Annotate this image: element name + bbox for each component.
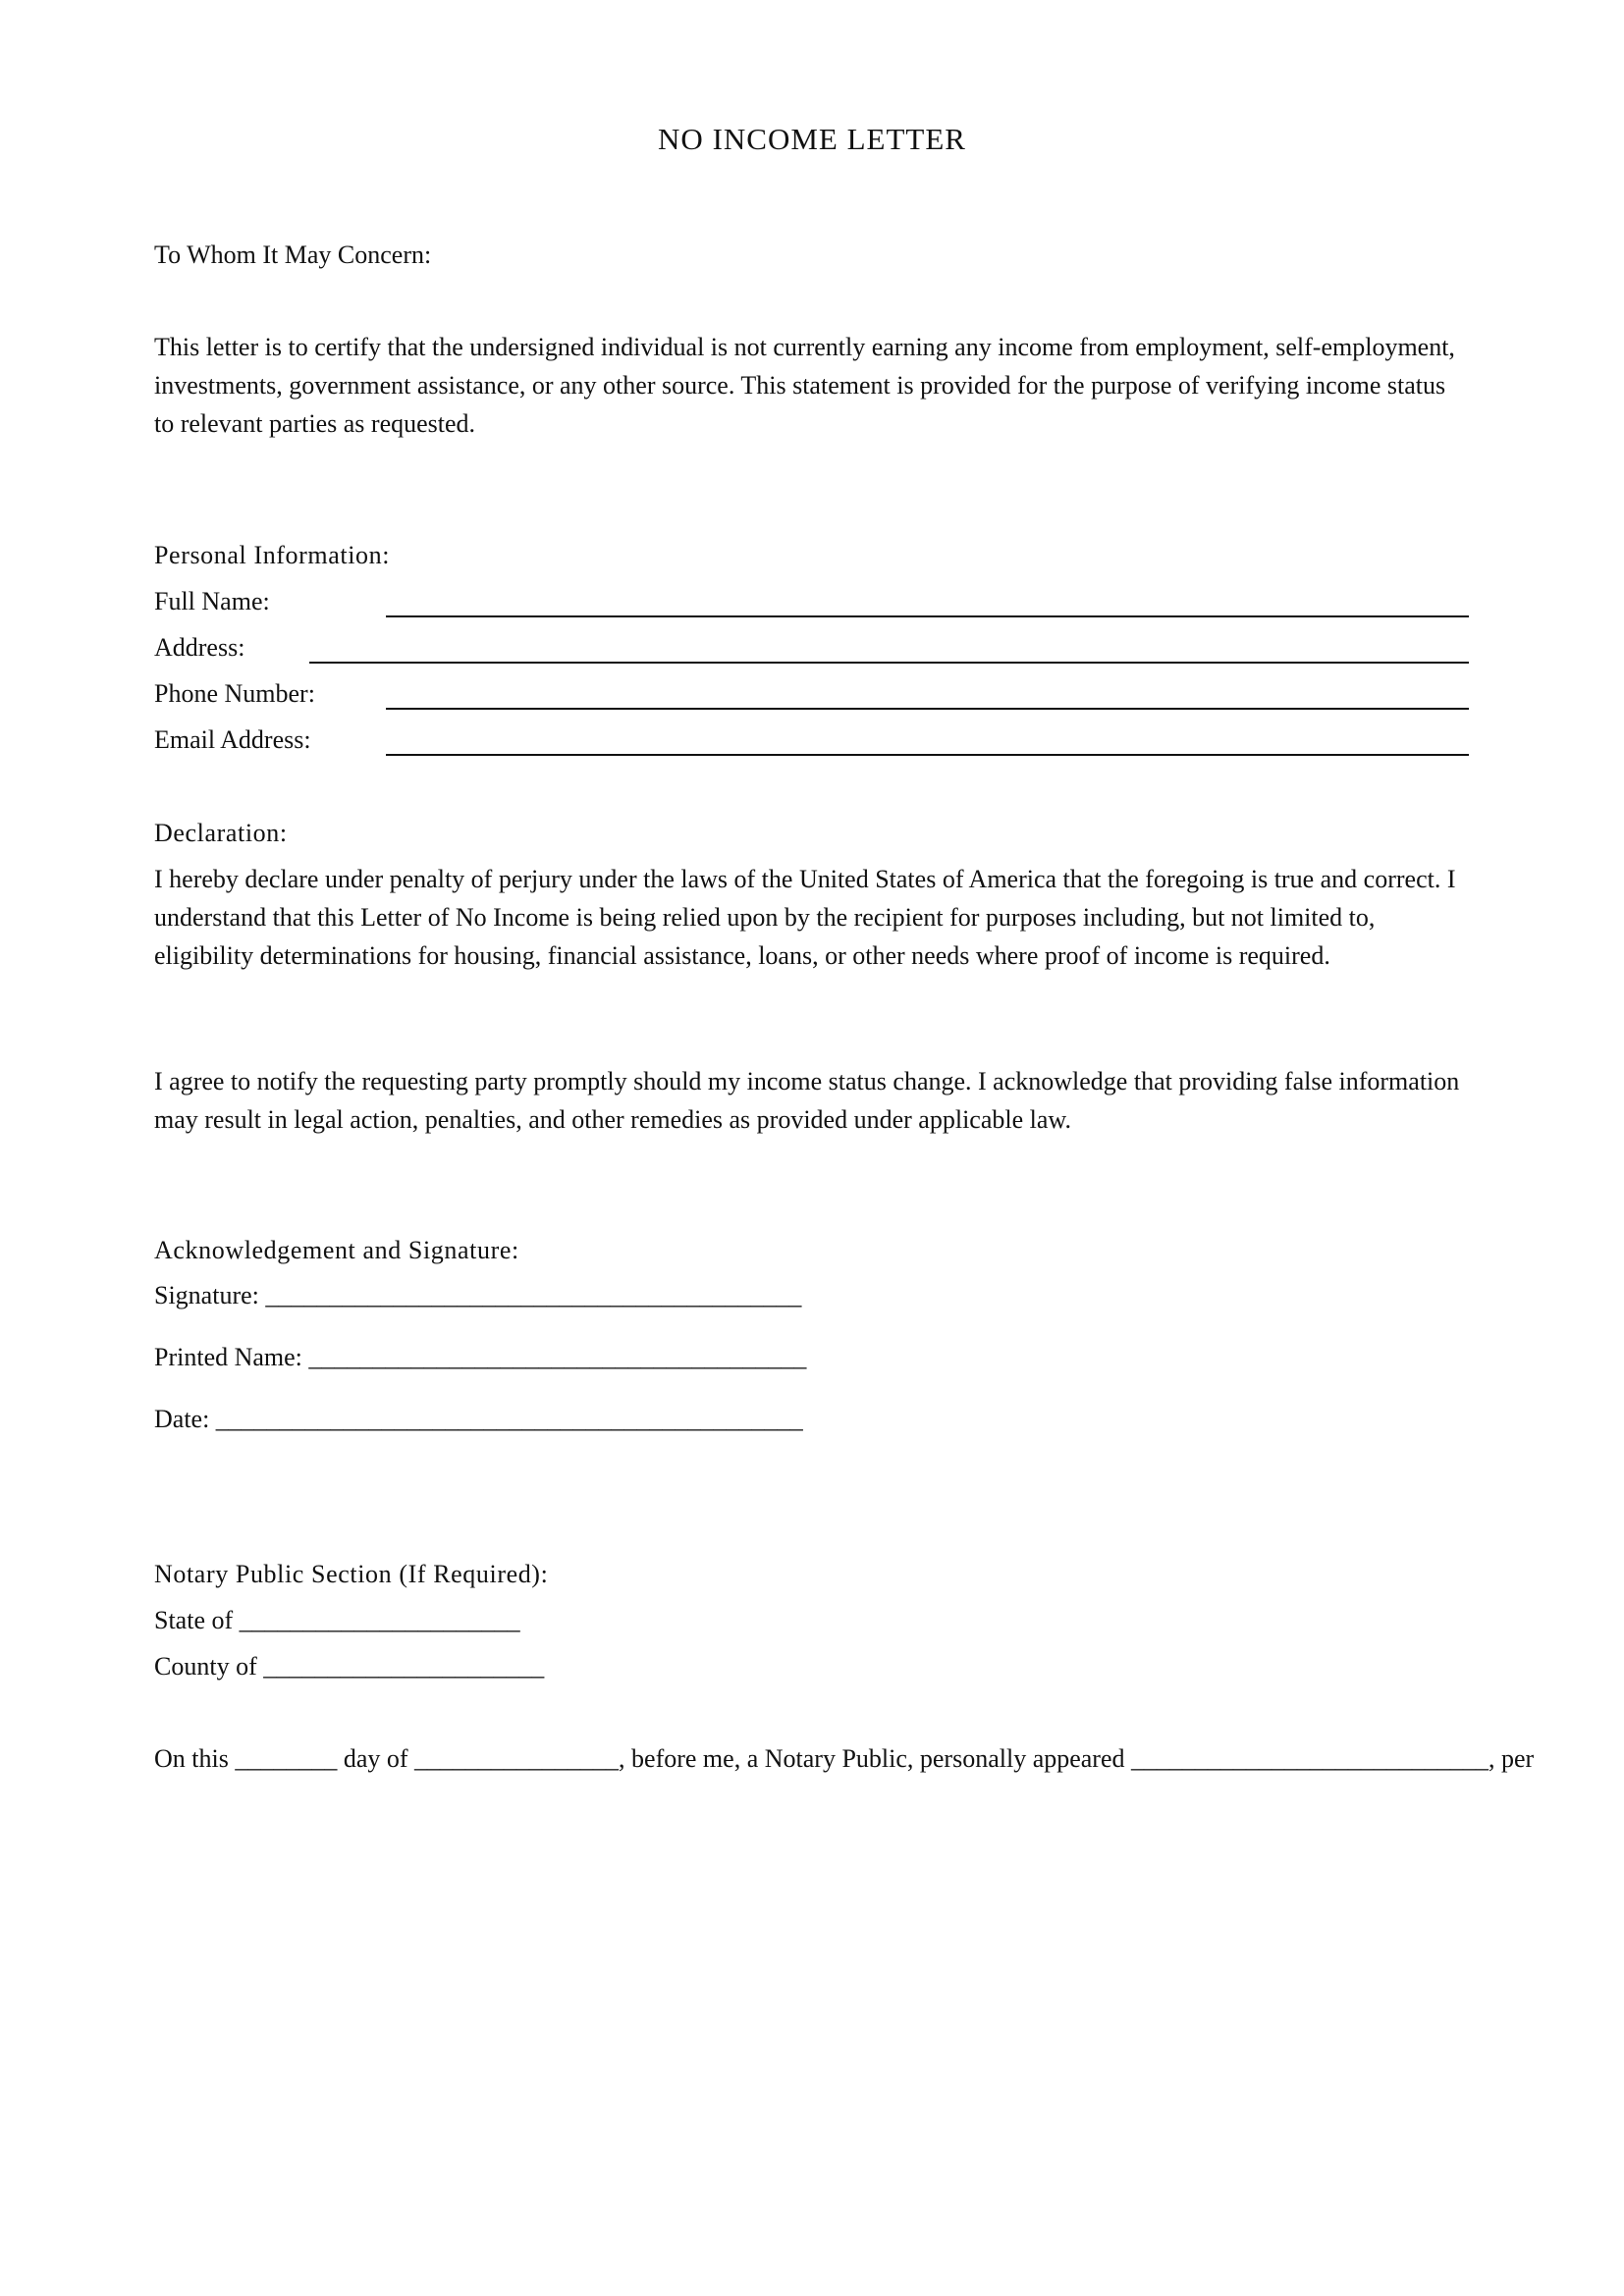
notary-heading: Notary Public Section (If Required): xyxy=(154,1560,549,1588)
date-line[interactable]: Date: ______________________________________________ xyxy=(154,1405,803,1433)
email-address-field[interactable] xyxy=(386,754,1469,756)
notary-county-line[interactable]: County of ______________________ xyxy=(154,1652,545,1681)
declaration-paragraph-2: I agree to notify the requesting party promptly should my income status change. I acknowledge that providing false information may result in legal action, penalties, and other remedies as provided under applicable law. xyxy=(154,1067,1460,1134)
document-title: NO INCOME LETTER xyxy=(658,122,966,156)
notary-statement[interactable]: On this ________ day of ________________, before me, a Notary Public, personally appeared ____________________________, per xyxy=(154,1744,1535,1773)
acknowledgement-heading: Acknowledgement and Signature: xyxy=(154,1236,519,1264)
address-label: Address: xyxy=(154,633,245,662)
full-name-field[interactable] xyxy=(386,615,1469,617)
printed-name-line[interactable]: Printed Name: _______________________________________ xyxy=(154,1343,807,1371)
personal-info-heading: Personal Information: xyxy=(154,541,391,569)
address-field[interactable] xyxy=(309,662,1469,664)
declaration-heading: Declaration: xyxy=(154,819,288,847)
declaration-paragraph-1: I hereby declare under penalty of perjury under the laws of the United States of America that the foregoing is true and correct. I understand that this Letter of No Income is being relied upon by the recipient for purposes including, but not limited to, eligibility determinations for housing, financial assistance, loans, or other needs where proof of income is required. xyxy=(154,865,1456,970)
email-address-label: Email Address: xyxy=(154,725,311,754)
phone-number-field[interactable] xyxy=(386,708,1469,710)
full-name-label: Full Name: xyxy=(154,587,270,615)
notary-state-line[interactable]: State of ______________________ xyxy=(154,1606,520,1634)
salutation: To Whom It May Concern: xyxy=(154,240,432,269)
intro-paragraph: This letter is to certify that the undersigned individual is not currently earning any income from employment, self-employment, investments, government assistance, or any other source. This statement is provided for the purpose of verifying income status to relevant parties as requested. xyxy=(154,333,1455,438)
phone-number-label: Phone Number: xyxy=(154,679,315,708)
signature-line[interactable]: Signature: __________________________________________ xyxy=(154,1281,802,1309)
